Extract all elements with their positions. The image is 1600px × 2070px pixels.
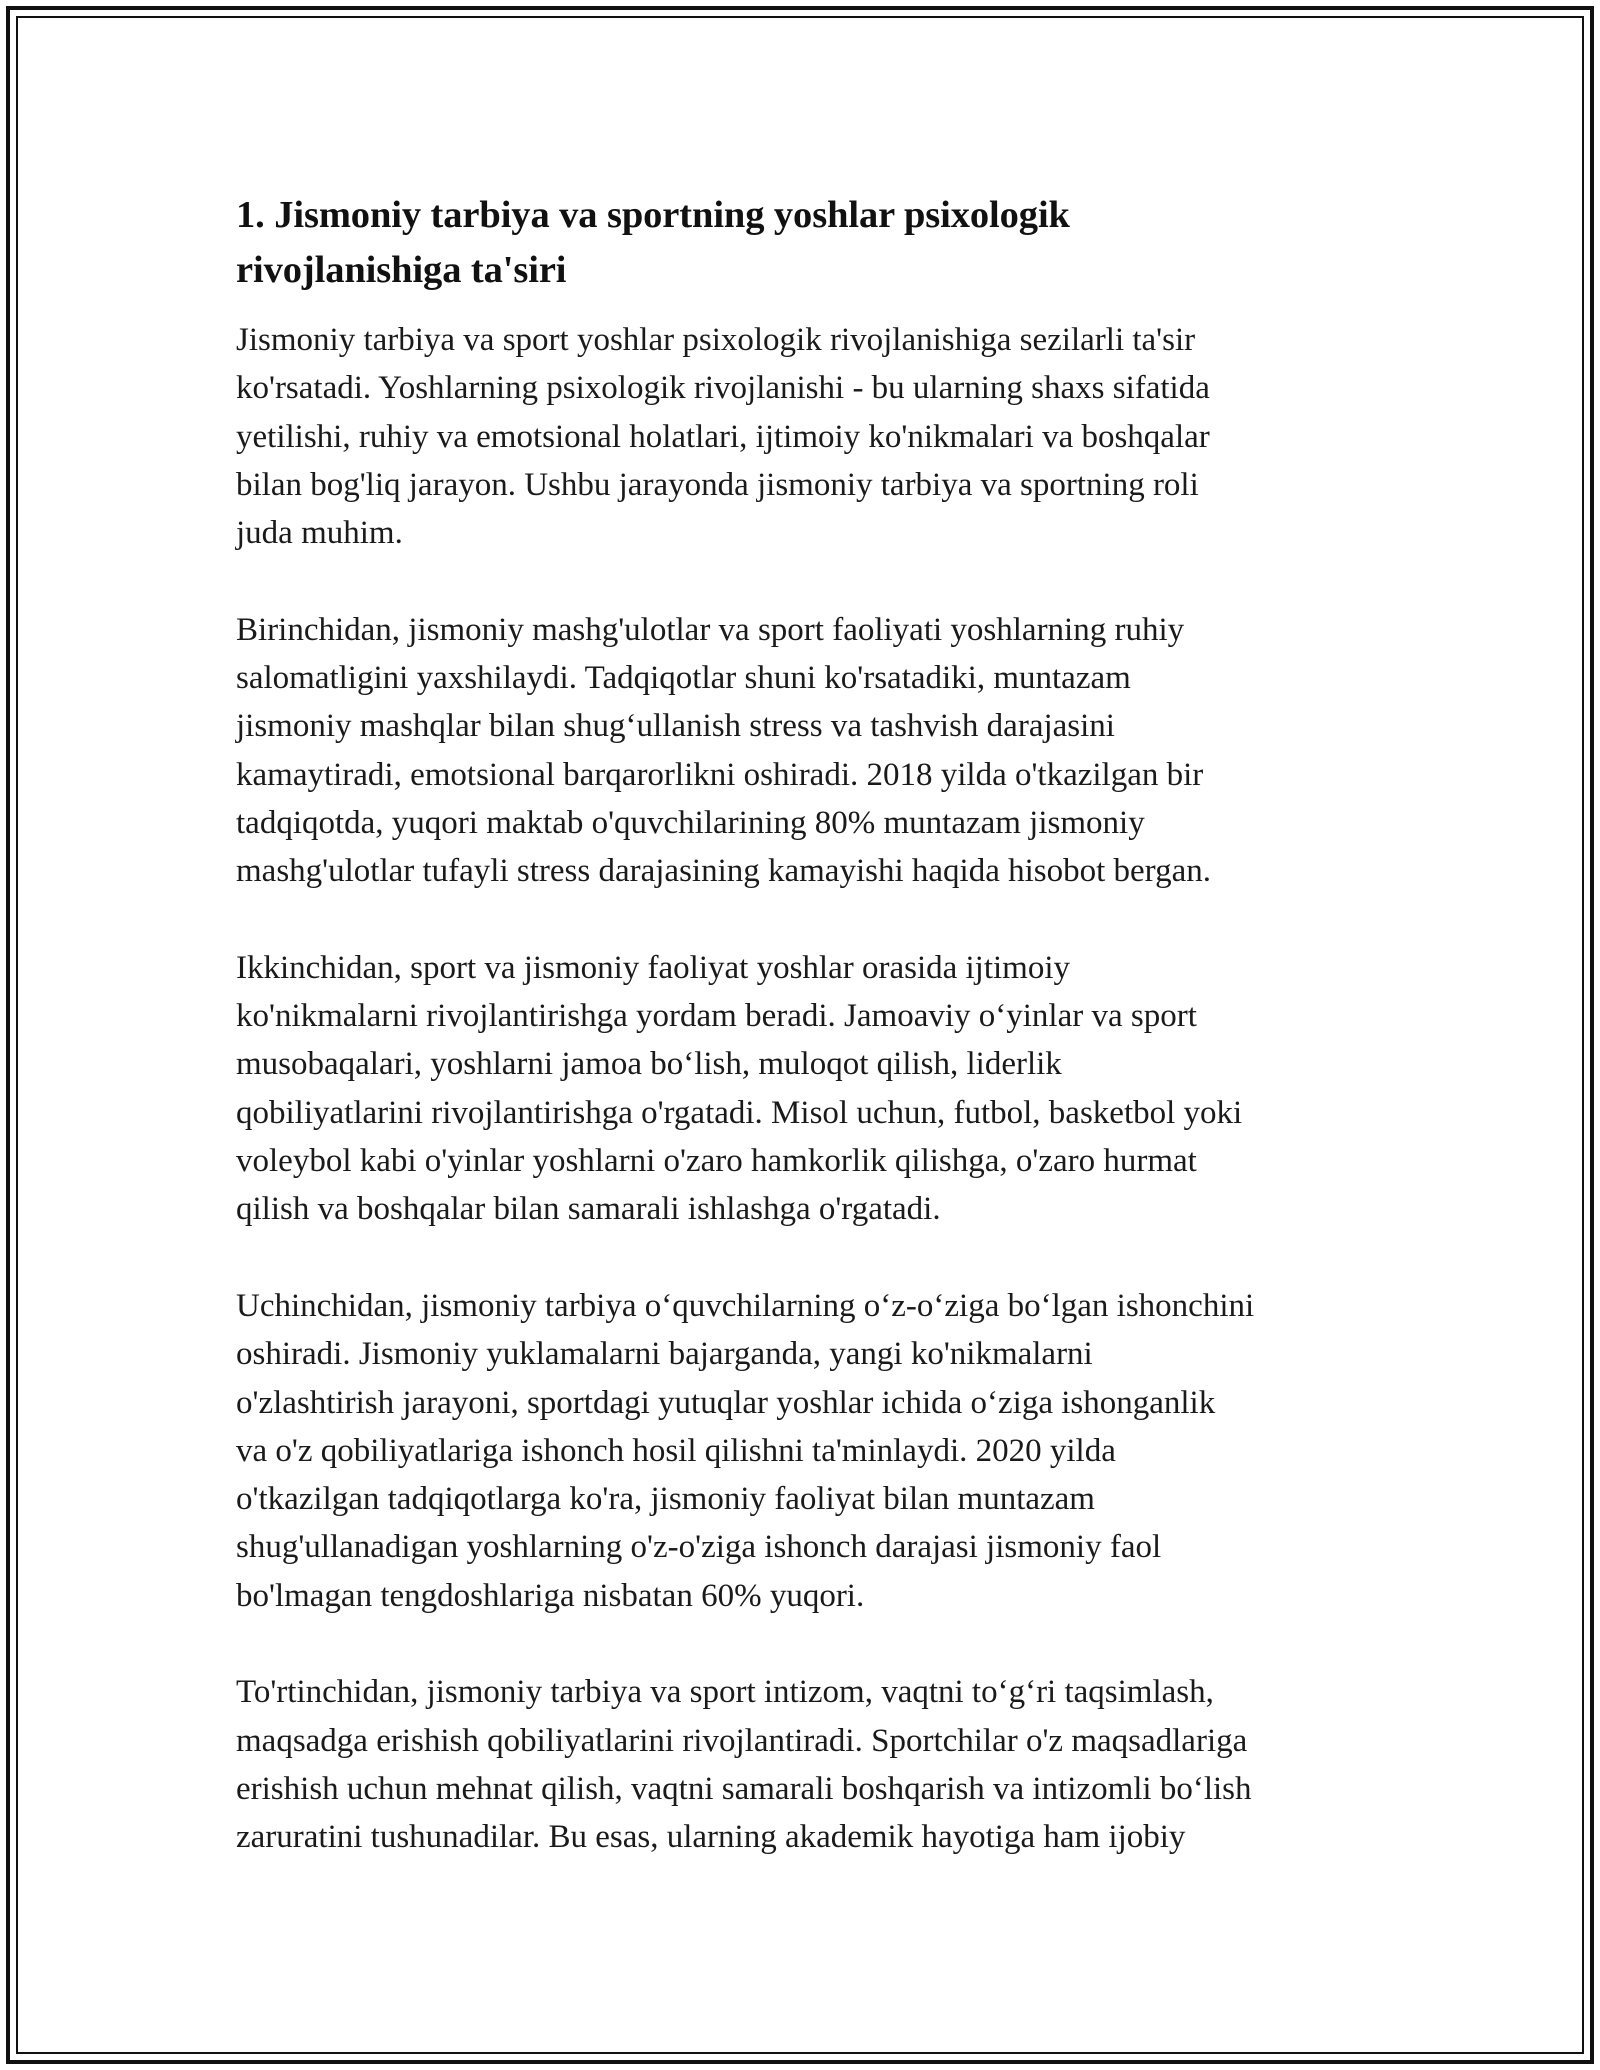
text-line: juda muhim. (236, 515, 403, 552)
heading-line: rivojlanishiga ta'siri (236, 249, 567, 291)
text-line: salomatligini yaxshilaydi. Tadqiqotlar shuni ko'rsatadiki, muntazam (236, 660, 1131, 697)
text-line: shug'ullanadigan yoshlarning o'z-o'ziga ishonch darajasi jismoniy faol (236, 1529, 1162, 1566)
text-line: qilish va boshqalar bilan samarali ishlashga o'rgatadi. (236, 1191, 941, 1228)
text-line: tadqiqotda, yuqori maktab o'quvchilarining 80% muntazam jismoniy (236, 804, 1145, 841)
text-line: Ikkinchidan, sport va jismoniy faoliyat yoshlar orasida ijtimoiy (236, 949, 1071, 986)
paragraph-intro (236, 316, 1376, 557)
text-line: ko'nikmalarni rivojlantirishga yordam beradi. Jamoaviy o‘yinlar va sport (236, 998, 1197, 1035)
text-line: oshiradi. Jismoniy yuklamalarni bajarganda, yangi ko'nikmalarni (236, 1336, 1093, 1373)
text-line: mashg'ulotlar tufayli stress darajasining kamayishi haqida hisobot bergan. (236, 853, 1211, 890)
text-line: musobaqalari, yoshlarni jamoa bo‘lish, muloqot qilish, liderlik (236, 1046, 1062, 1083)
text-line: voleybol kabi o'yinlar yoshlarni o'zaro hamkorlik qilishga, o'zaro hurmat (236, 1143, 1197, 1180)
text-line: Jismoniy tarbiya va sport yoshlar psixologik rivojlanishiga sezilarli ta'sir (236, 322, 1196, 358)
text-line: To'rtinchidan, jismoniy tarbiya va sport intizom, vaqtni to‘g‘ri taqsimlash, (236, 1674, 1214, 1711)
text-line: yetilishi, ruhiy va emotsional holatlari, ijtimoiy ko'nikmalari va boshqalar (236, 418, 1210, 455)
paragraph-first (236, 606, 1376, 896)
heading-line: 1. Jismoniy tarbiya va sportning yoshlar psixologik (236, 194, 1070, 236)
paragraph-second (236, 944, 1376, 1234)
text-line: va o'z qobiliyatlariga ishonch hosil qilishni ta'minlaydi. 2020 yilda (236, 1432, 1116, 1469)
section-heading (236, 188, 1376, 298)
text-line: bo'lmagan tengdoshlariga nisbatan 60% yuqori. (236, 1577, 865, 1614)
text-line: maqsadga erishish qobiliyatlarini rivojlantiradi. Sportchilar o'z maqsadlariga (236, 1722, 1248, 1759)
text-line: zaruratini tushunadilar. Bu esas, ularning akademik hayotiga ham ijobiy (236, 1819, 1186, 1856)
document-body (236, 188, 1376, 1910)
text-line: kamaytiradi, emotsional barqarorlikni oshiradi. 2018 yilda o'tkazilgan bir (236, 756, 1204, 793)
text-line: Uchinchidan, jismoniy tarbiya o‘quvchilarning o‘z-o‘ziga bo‘lgan ishonchini (236, 1287, 1255, 1324)
text-line: erishish uchun mehnat qilish, vaqtni samarali boshqarish va intizomli bo‘lish (236, 1770, 1252, 1807)
text-line: o'tkazilgan tadqiqotlarga ko'ra, jismoniy faoliyat bilan muntazam (236, 1481, 1095, 1518)
text-line: o'zlashtirish jarayoni, sportdagi yutuqlar yoshlar ichida o‘ziga ishonganlik (236, 1384, 1216, 1421)
text-line: bilan bog'liq jarayon. Ushbu jarayonda jismoniy tarbiya va sportning roli (236, 466, 1199, 503)
paragraph-third (236, 1282, 1376, 1620)
text-line: qobiliyatlarini rivojlantirishga o'rgatadi. Misol uchun, futbol, basketbol yoki (236, 1094, 1243, 1131)
text-line: Birinchidan, jismoniy mashg'ulotlar va sport faoliyati yoshlarning ruhiy (236, 611, 1185, 648)
paragraph-fourth (236, 1668, 1376, 1861)
text-line: ko'rsatadi. Yoshlarning psixologik rivojlanishi - bu ularning shaxs sifatida (236, 370, 1210, 407)
text-line: jismoniy mashqlar bilan shug‘ullanish stress va tashvish darajasini (236, 708, 1115, 745)
